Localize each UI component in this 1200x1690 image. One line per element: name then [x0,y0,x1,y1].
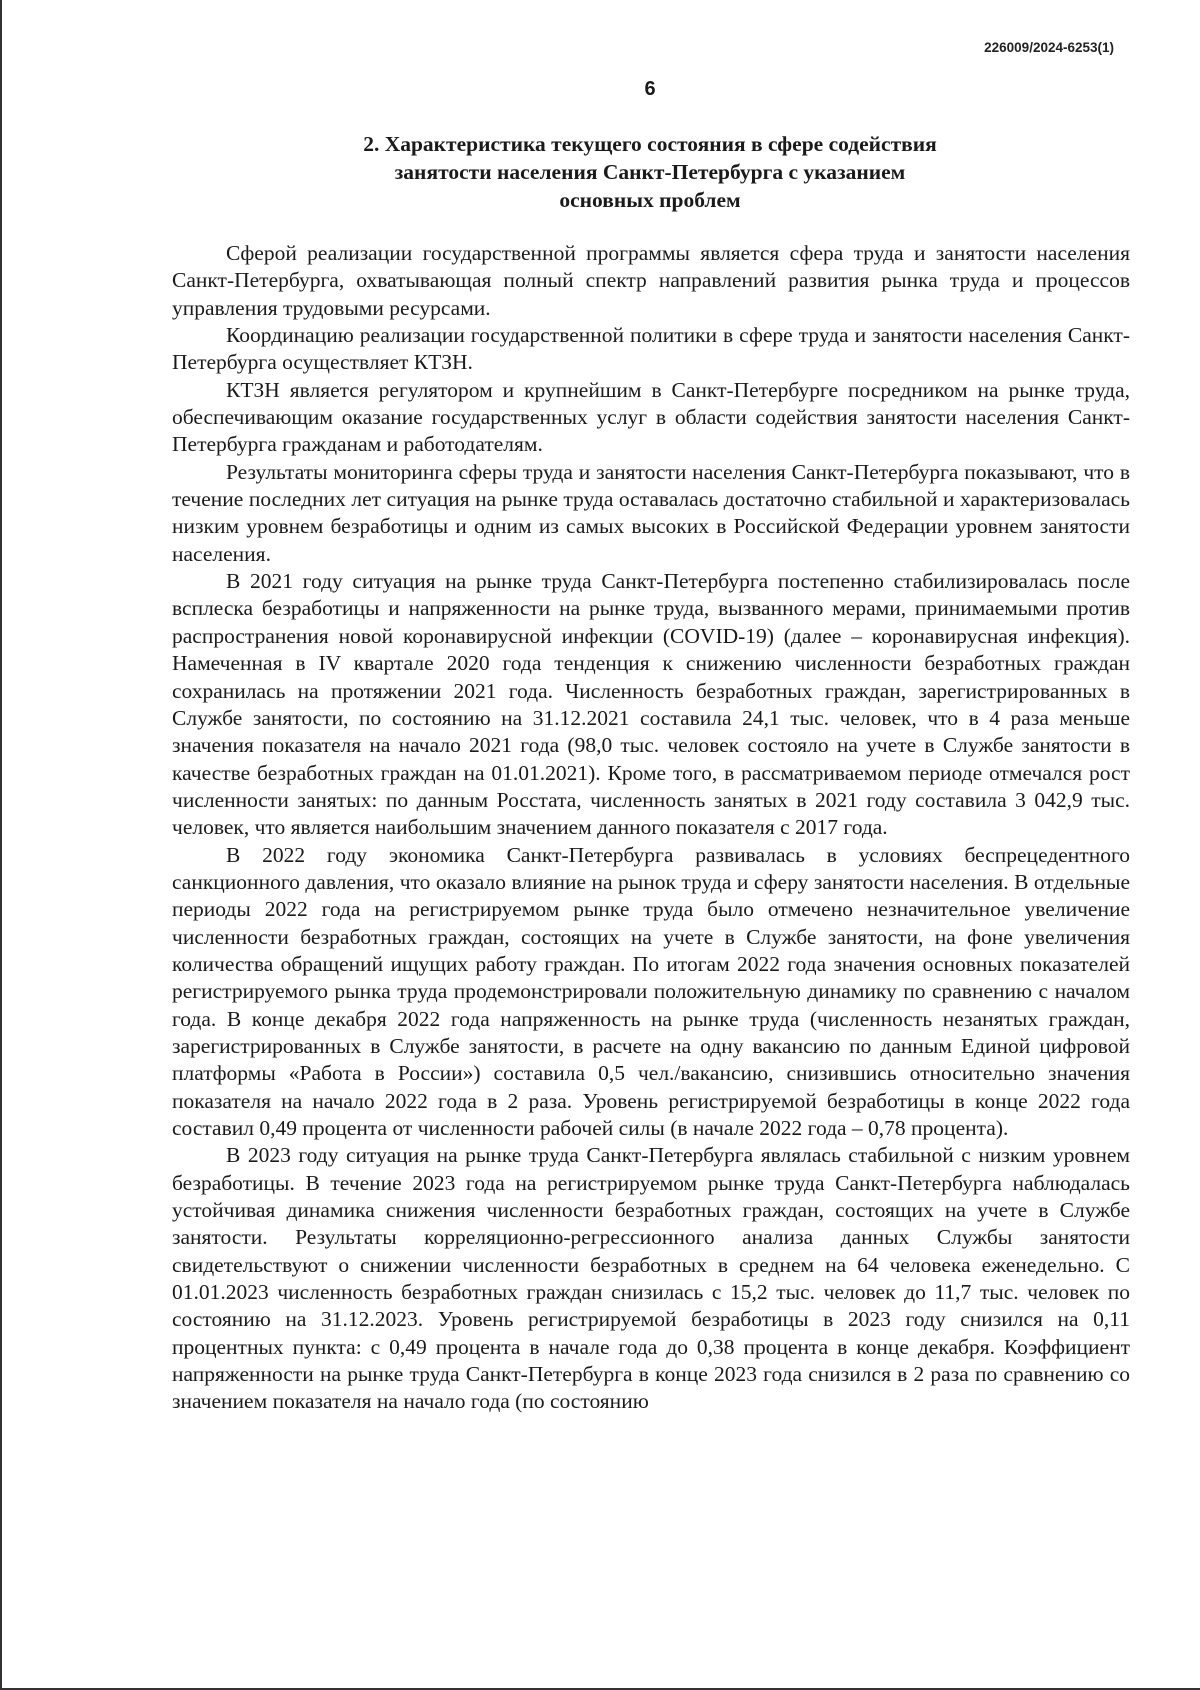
document-registration-number: 226009/2024-6253(1) [984,40,1114,55]
paragraph-year-2021: В 2021 году ситуация на рынке труда Санкт-Петербурга постепенно стабилизировалась после всплеска безработицы и напряженности на рынке труда, вызванного мерами, принимаемыми против распространения новой коронавирусной инфекции (COVID-19) (далее – коронавирусная инфекция). Намеченная в IV квартале 2020 года тенденция к снижению численности безработных граждан сохранилась на протяжении 2021 года. Численность безработных граждан, зарегистрированных в Службе занятости, по состоянию на 31.12.2021 составила 24,1 тыс. человек, что в 4 раза меньше значения показателя на начало 2021 года (98,0 тыс. человек состояло на учете в Службе занятости в качестве безработных граждан на 01.01.2021). Кроме того, в рассматриваемом периоде отмечался рост численности занятых: по данным Росстата, численность занятых в 2021 году составила 3 042,9 тыс. человек, что является наибольшим значением данного показателя с 2017 года. [172,569,1130,840]
section-title [170,130,1130,214]
scan-border-left [0,0,2,1690]
paragraph-monitoring-results: Результаты мониторинга сферы труда и занятости населения Санкт-Петербурга показывают, что в течение последних лет ситуация на рынке труда оставалась достаточно стабильной и характеризовалась низким уровнем безработицы и одним из самых высоких в Российской Федерации уровнем занятости населения. [172,459,1130,566]
paragraph-program-scope: Сферой реализации государственной программы является сфера труда и занятости населения Санкт-Петербурга, охватывающая полный спектр направлений развития рынка труда и процессов управления трудовыми ресурсами. [172,241,1130,320]
page-number: 6 [644,78,656,100]
paragraph-year-2023: В 2023 году ситуация на рынке труда Санкт-Петербурга являлась стабильной с низким уровнем безработицы. В течение 2023 года на регистрируемом рынке труда Санкт-Петербурга наблюдалась устойчивая динамика снижения численности безработных граждан, состоящих на учете в Службе занятости. Результаты корреляционно-регрессионного анализа данных Службы занятости свидетельствуют о снижении численности безработных в среднем на 64 человека еженедельно. С 01.01.2023 численность безработных граждан снизилась с 15,2 тыс. человек до 11,7 тыс. человек по состоянию на 31.12.2023. Уровень регистрируемой безработицы в 2023 году снизился на 0,11 процентных пункта: с 0,49 процента в начале года до 0,38 процента в конце декабря. Коэффициент напряженности на рынке труда Санкт-Петербурга в конце 2023 года снизился в 2 раза по сравнению со значением показателя на начало года (по состоянию [172,1143,1130,1414]
section-title-line: основных проблем [559,188,741,212]
paragraph-year-2022: В 2022 году экономика Санкт-Петербурга развивалась в условиях беспрецедентного санкционного давления, что оказало влияние на рынок труда и сферу занятости населения. В отдельные периоды 2022 года на регистрируемом рынке труда было отмечено незначительное увеличение численности безработных граждан, состоящих на учете в Службе занятости, на фоне увеличения количества обращений ищущих работу граждан. По итогам 2022 года значения основных показателей регистрируемого рынка труда продемонстрировали положительную динамику по сравнению с началом года. В конце декабря 2022 года напряженность на рынке труда (численность незанятых граждан, зарегистрированных в Службе занятости, в расчете на одну вакансию по данным Единой цифровой платформы «Работа в России») составила 0,5 чел./вакансию, снизившись относительно значения показателя на начало 2022 года в 2 раза. Уровень регистрируемой безработицы в конце 2022 года составил 0,49 процента от численности рабочей силы (в начале 2022 года – 0,78 процента). [172,842,1130,1140]
section-title-line: 2. Характеристика текущего состояния в сфере содействия [363,132,937,156]
section-title-line: занятости населения Санкт-Петербурга с указанием [394,160,906,184]
paragraph-coordination: Координацию реализации государственной политики в сфере труда и занятости населения Санкт-Петербурга осуществляет КТЗН. [172,323,1130,375]
body-text [172,240,1130,1416]
paragraph-ktzn-role: КТЗН является регулятором и крупнейшим в Санкт-Петербурге посредником на рынке труда, обеспечивающим оказание государственных услуг в области содействия занятости населения Санкт-Петербурга гражданам и работодателям. [172,377,1130,457]
